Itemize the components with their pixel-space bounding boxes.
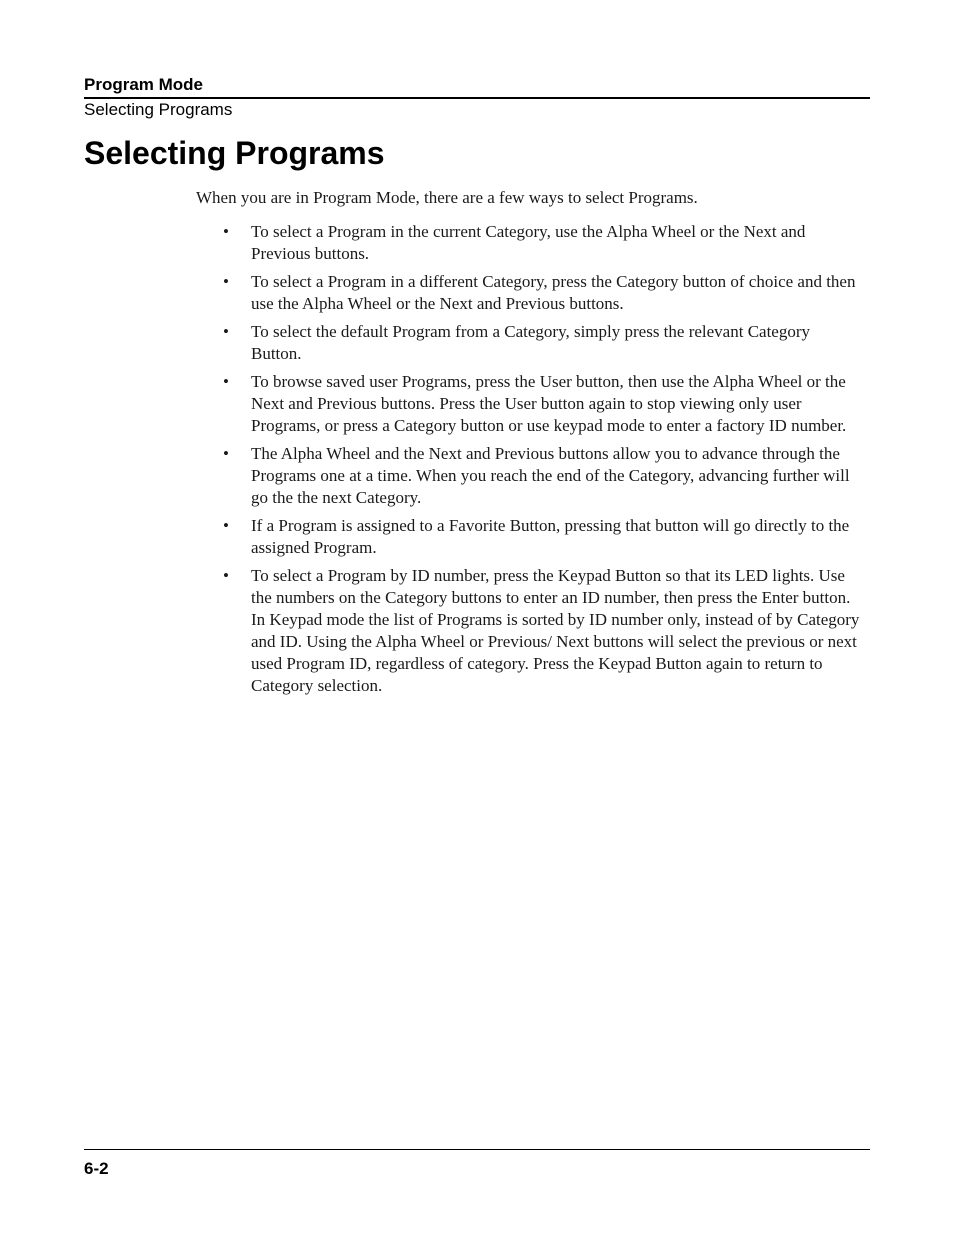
instruction-list — [223, 221, 863, 703]
intro-paragraph: When you are in Program Mode, there are a few ways to select Programs. — [196, 188, 698, 207]
running-header-section: Program Mode — [84, 75, 204, 94]
bullet-icon: • — [223, 516, 229, 535]
bullet-icon: • — [223, 272, 229, 291]
header-divider — [84, 97, 870, 99]
list-item-text: To select a Program in a different Category, press the Category button of choice and then use the Alpha Wheel or the Next and Previous buttons. — [251, 272, 856, 313]
bullet-icon: • — [223, 566, 229, 585]
bullet-icon: • — [223, 444, 229, 463]
list-item — [223, 565, 863, 697]
list-item — [223, 271, 863, 315]
bullet-icon: • — [223, 322, 229, 341]
list-item-text: To select a Program in the current Category, use the Alpha Wheel or the Next and Previous buttons. — [251, 222, 806, 263]
bullet-icon: • — [223, 222, 229, 241]
list-item-text: To select a Program by ID number, press the Keypad Button so that its LED lights. Use the numbers on the Category buttons to enter an ID number, then press the Enter button. In Keypad mode the list of Programs is sorted by ID number only, instead of by Category and ID. Using the Alpha Wheel or Previous/ Next buttons will select the previous or next used Program ID, regardless of category. Press the Keypad Button again to return to Category selection. — [251, 566, 860, 695]
list-item — [223, 371, 863, 437]
list-item-text: If a Program is assigned to a Favorite Button, pressing that button will go directly to the assigned Program. — [251, 516, 850, 557]
list-item-text: The Alpha Wheel and the Next and Previous buttons allow you to advance through the Programs one at a time. When you reach the end of the Category, advancing further will go the the next Category. — [251, 444, 850, 507]
list-item — [223, 221, 863, 265]
list-item — [223, 515, 863, 559]
bullet-icon: • — [223, 372, 229, 391]
footer-divider — [84, 1149, 870, 1150]
list-item — [223, 321, 863, 365]
list-item — [223, 443, 863, 509]
running-header-subsection: Selecting Programs — [84, 100, 233, 119]
list-item-text: To select the default Program from a Category, simply press the relevant Category Button. — [251, 322, 811, 363]
page-number: 6-2 — [84, 1159, 109, 1178]
page-title: Selecting Programs — [84, 135, 385, 171]
list-item-text: To browse saved user Programs, press the User button, then use the Alpha Wheel or the Next and Previous buttons. Press the User button again to stop viewing only user Programs, or press a Category button or use keypad mode to enter a factory ID number. — [251, 372, 847, 435]
